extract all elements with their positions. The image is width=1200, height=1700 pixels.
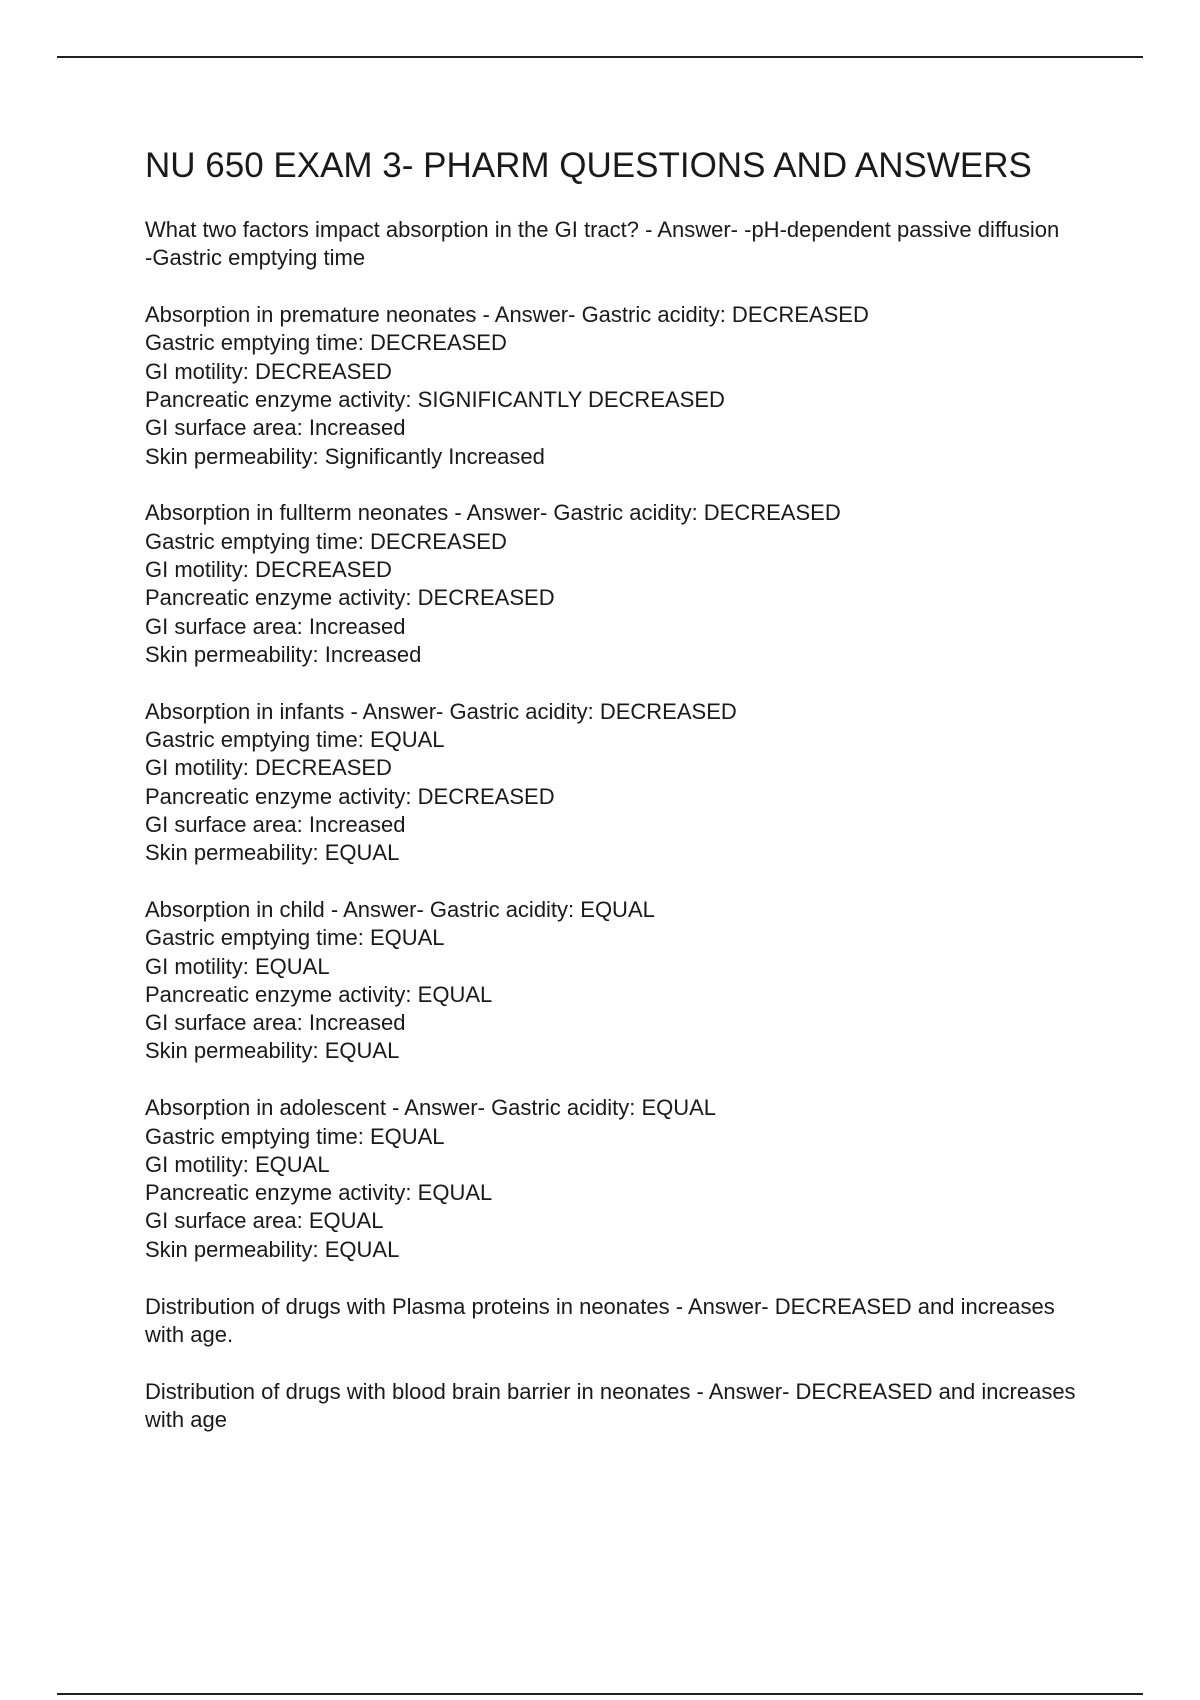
qa-line: Absorption in child - Answer- Gastric acidity: EQUAL	[145, 896, 655, 922]
qa-line: Pancreatic enzyme activity: EQUAL	[145, 1180, 493, 1206]
qa-line: GI surface area: Increased	[145, 613, 406, 639]
qa-line: Gastric emptying time: DECREASED	[145, 330, 507, 356]
qa-entry	[145, 1293, 1085, 1350]
qa-line: GI surface area: Increased	[145, 1010, 406, 1036]
qa-line: Gastric emptying time: EQUAL	[145, 1123, 445, 1149]
qa-line: Skin permeability: EQUAL	[145, 1236, 400, 1262]
qa-line: Absorption in fullterm neonates - Answer- Gastric acidity: DECREASED	[145, 500, 841, 526]
qa-line: Pancreatic enzyme activity: DECREASED	[145, 585, 555, 611]
qa-line: GI surface area: EQUAL	[145, 1208, 384, 1234]
qa-line: Gastric emptying time: DECREASED	[145, 528, 507, 554]
qa-entry	[145, 896, 1085, 1066]
qa-line: Gastric emptying time: EQUAL	[145, 925, 445, 951]
qa-entry	[145, 1378, 1085, 1435]
qa-line: Gastric emptying time: EQUAL	[145, 726, 445, 752]
qa-line: GI motility: DECREASED	[145, 755, 392, 781]
qa-line: What two factors impact absorption in the GI tract? - Answer- -pH-dependent passive diffusion	[145, 217, 1060, 242]
qa-entry	[145, 499, 1085, 669]
qa-line: Skin permeability: Increased	[145, 641, 422, 667]
qa-entry	[145, 301, 1085, 471]
qa-line: Absorption in premature neonates - Answer- Gastric acidity: DECREASED	[145, 302, 869, 328]
qa-line: Distribution of drugs with blood brain barrier in neonates - Answer- DECREASED and increases with age	[145, 1378, 1076, 1432]
qa-line: Absorption in adolescent - Answer- Gastric acidity: EQUAL	[145, 1095, 717, 1121]
qa-entry	[145, 1094, 1085, 1264]
qa-line: Distribution of drugs with Plasma proteins in neonates - Answer- DECREASED and increases with age.	[145, 1293, 1055, 1347]
qa-line: Skin permeability: EQUAL	[145, 840, 400, 866]
qa-line: GI surface area: Increased	[145, 415, 406, 441]
qa-line: GI motility: DECREASED	[145, 358, 392, 384]
qa-line: Pancreatic enzyme activity: SIGNIFICANTLY DECREASED	[145, 386, 725, 412]
qa-line: GI motility: EQUAL	[145, 953, 330, 979]
page-content	[145, 144, 1085, 1463]
qa-line: GI surface area: Increased	[145, 811, 406, 837]
qa-line: Pancreatic enzyme activity: EQUAL	[145, 981, 493, 1007]
qa-line: Skin permeability: Significantly Increased	[145, 443, 545, 469]
qa-line: -Gastric emptying time	[145, 245, 366, 271]
bottom-divider	[57, 1693, 1143, 1695]
qa-line: Pancreatic enzyme activity: DECREASED	[145, 783, 555, 809]
qa-list	[145, 216, 1085, 1434]
qa-line: Absorption in infants - Answer- Gastric acidity: DECREASED	[145, 698, 737, 724]
qa-line: Skin permeability: EQUAL	[145, 1038, 400, 1064]
qa-line: GI motility: EQUAL	[145, 1151, 330, 1177]
qa-line: GI motility: DECREASED	[145, 556, 392, 582]
top-divider	[57, 56, 1143, 58]
document-title: NU 650 EXAM 3- PHARM QUESTIONS AND ANSWERS	[145, 146, 1032, 185]
qa-entry	[145, 216, 1085, 273]
qa-entry	[145, 698, 1085, 868]
